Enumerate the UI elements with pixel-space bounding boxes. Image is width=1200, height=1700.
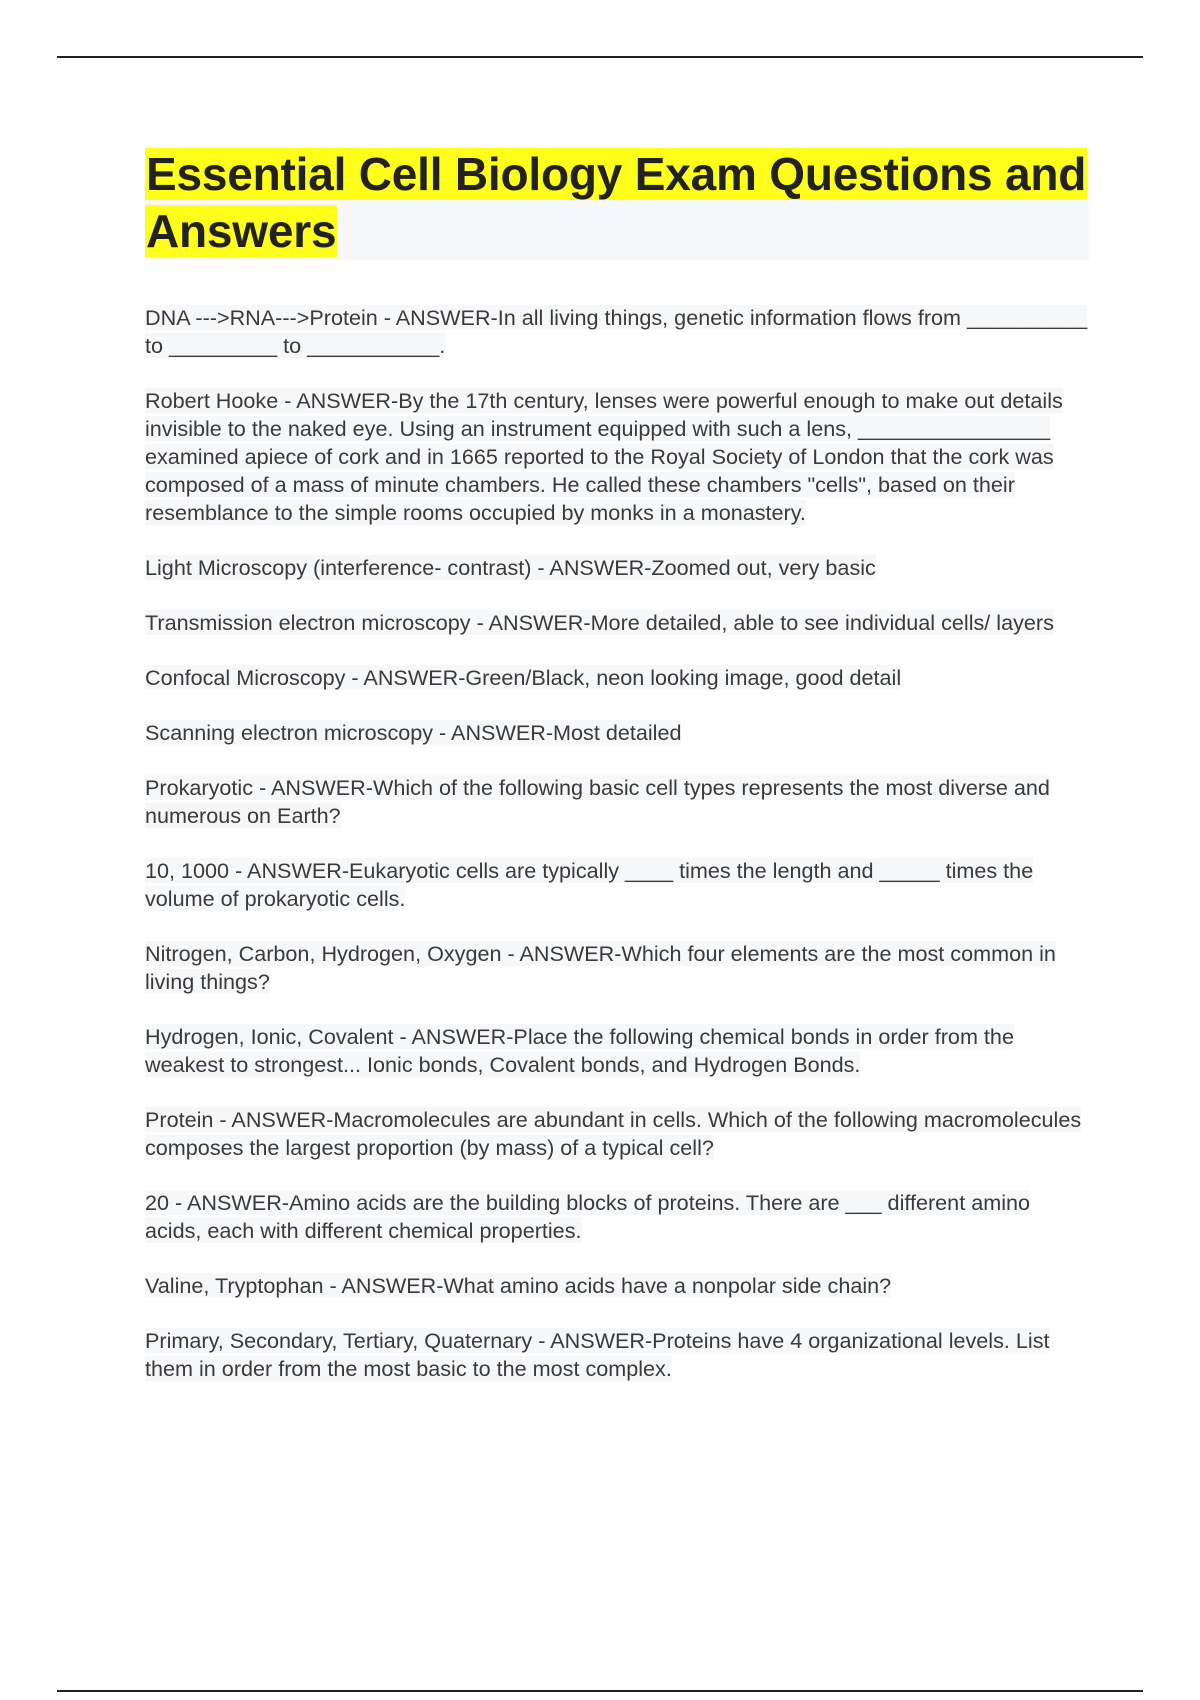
qa-item	[145, 304, 1090, 360]
qa-item-text: Valine, Tryptophan - ANSWER-What amino acids have a nonpolar side chain?	[145, 1273, 892, 1298]
qa-item	[145, 1189, 1090, 1245]
qa-item	[145, 387, 1090, 527]
qa-item	[145, 719, 1090, 747]
qa-item-text: DNA --->RNA--->Protein - ANSWER-In all living things, genetic information flows from __________ to _________ to ___________.	[145, 305, 1088, 358]
document-title-text: Essential Cell Biology Exam Questions and Answers	[146, 148, 1087, 257]
qa-item	[145, 1327, 1090, 1383]
qa-item	[145, 1023, 1090, 1079]
qa-list	[145, 304, 1090, 1410]
qa-item-text: 20 - ANSWER-Amino acids are the building blocks of proteins. There are ___ different amino acids, each with different chemical properties.	[145, 1190, 1031, 1243]
qa-item	[145, 940, 1090, 996]
qa-item	[145, 774, 1090, 830]
document-title	[145, 146, 1089, 260]
qa-item-text: Light Microscopy (interference- contrast) - ANSWER-Zoomed out, very basic	[145, 555, 876, 580]
qa-item-text: Robert Hooke - ANSWER-By the 17th century, lenses were powerful enough to make out details invisible to the naked eye. Using an instrument equipped with such a lens, ________________ examined apiece of cork and in 1665 reported to the Royal Society of London that the cork was composed of a mass of minute chambers. He called these chambers "cells", based on their resemblance to the simple rooms occupied by monks in a monastery.	[145, 388, 1063, 525]
qa-item	[145, 857, 1090, 913]
qa-item	[145, 1106, 1090, 1162]
qa-item-text: Prokaryotic - ANSWER-Which of the following basic cell types represents the most diverse and numerous on Earth?	[145, 775, 1050, 828]
qa-item-text: Scanning electron microscopy - ANSWER-Most detailed	[145, 720, 682, 745]
qa-item-text: Nitrogen, Carbon, Hydrogen, Oxygen - ANSWER-Which four elements are the most common in living things?	[145, 941, 1056, 994]
qa-item-text: Transmission electron microscopy - ANSWER-More detailed, able to see individual cells/ layers	[145, 610, 1054, 635]
qa-item-text: Confocal Microscopy - ANSWER-Green/Black, neon looking image, good detail	[145, 665, 902, 690]
qa-item-text: 10, 1000 - ANSWER-Eukaryotic cells are typically ____ times the length and _____ times the volume of prokaryotic cells.	[145, 858, 1034, 911]
header-rule	[57, 56, 1143, 58]
qa-item-text: Hydrogen, Ionic, Covalent - ANSWER-Place the following chemical bonds in order from the weakest to strongest... Ionic bonds, Covalent bonds, and Hydrogen Bonds.	[145, 1024, 1014, 1077]
footer-rule	[57, 1690, 1143, 1692]
qa-item-text: Protein - ANSWER-Macromolecules are abundant in cells. Which of the following macromolecules composes the largest proportion (by mass) of a typical cell?	[145, 1107, 1082, 1160]
qa-item-text: Primary, Secondary, Tertiary, Quaternary - ANSWER-Proteins have 4 organizational levels. List them in order from the most basic to the most complex.	[145, 1328, 1050, 1381]
qa-item	[145, 609, 1090, 637]
qa-item	[145, 1272, 1090, 1300]
qa-item	[145, 554, 1090, 582]
qa-item	[145, 664, 1090, 692]
title-block	[145, 146, 1089, 260]
